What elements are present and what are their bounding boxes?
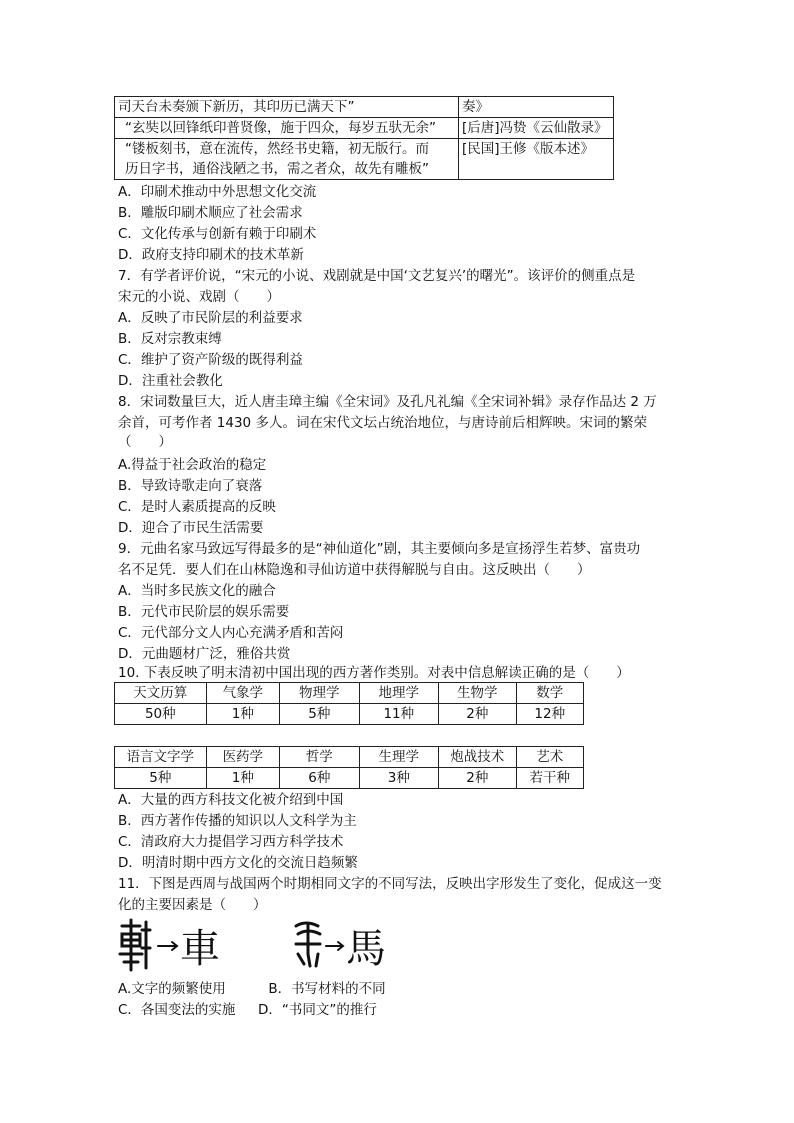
table-cell-quote: “玄奘以回锋纸印普贤像，施于四众，每岁五驮无余” (115, 118, 459, 139)
table-cell: 若干种 (516, 768, 583, 789)
table-cell: 2种 (439, 768, 516, 789)
table-header-cell: 天文历算 (115, 683, 207, 704)
q8-option-c: C．是时人素质提高的反映 (118, 499, 276, 515)
works-table-2 (114, 746, 584, 789)
q6-option-c: C．文化传承与创新有赖于印刷术 (118, 226, 317, 242)
table-header-row (115, 683, 584, 704)
q6-option-a: A．印刷术推动中外思想文化交流 (118, 184, 317, 200)
q11-option-c: C．各国变法的实施 (118, 1002, 236, 1018)
q7-option-d: D．注重社会教化 (118, 373, 223, 389)
table-header-cell: 地理学 (359, 683, 439, 704)
q9-option-a: A．当时多民族文化的融合 (118, 583, 276, 599)
table-row (115, 704, 584, 725)
q11-stem-line: 化的主要因素是（ ） (118, 897, 267, 913)
quote-line: “镂板刻书，意在流传，然经书史籍，初无版行。而 (125, 141, 429, 157)
table-header-cell: 生理学 (359, 747, 439, 768)
table-cell: 2种 (439, 704, 516, 725)
q6-option-b: B．雕版印刷术顺应了社会需求 (118, 205, 303, 221)
table-cell: 6种 (280, 768, 360, 789)
q7-option-a: A．反映了市民阶层的利益要求 (118, 310, 303, 326)
table-cell-quote: 司天台未奏颁下新历，其印历已满天下” (115, 97, 459, 118)
table-cell-source: [民国]王修《版本述》 (459, 139, 614, 180)
q10-option-d: D．明清时期中西方文化的交流日趋频繁 (118, 855, 358, 871)
q11-stem-line: 11．下图是西周与战国两个时期相同文字的不同写法，反映出字形发生了变化，促成这一变 (118, 876, 662, 892)
seal-script-horse-figure (292, 918, 402, 973)
q10-stem: 10. 下表反映了明末清初中国出现的西方著作类别。对表中信息解读正确的是（ ） (118, 665, 630, 681)
seal-char-horse: 馬 (346, 926, 386, 972)
table-row (115, 118, 614, 139)
q8-stem-line: 8．宋词数量巨大，近人唐圭璋主编《全宋词》及孔凡礼编《全宋词补辑》录存作品达 2 万 (118, 394, 657, 410)
seal-char-chariot: 車 (180, 926, 220, 972)
q9-stem-line: 9．元曲名家马致远写得最多的是“神仙道化”剧，其主要倾向多是宣扬浮生若梦、富贵功 (118, 541, 641, 557)
q8-option-b: B．导致诗歌走向了衰落 (118, 478, 263, 494)
q8-option-d: D．迎合了市民生活需要 (118, 520, 264, 536)
table-cell-source: 奏》 (459, 97, 614, 118)
table-cell: 5种 (280, 704, 360, 725)
table-header-cell: 物理学 (280, 683, 360, 704)
q10-option-b: B．西方著作传播的知识以人文科学为主 (118, 813, 357, 829)
q10-option-c: C．清政府大力提倡学习西方科学技术 (118, 834, 344, 850)
table-cell: 12种 (516, 704, 583, 725)
q7-option-c: C．维护了资产阶级的既得利益 (118, 352, 303, 368)
table-row (115, 139, 614, 180)
q11-option-b: B．书写材料的不同 (268, 981, 386, 997)
table-cell: 5种 (115, 768, 207, 789)
source-table (114, 96, 614, 180)
seal-script-chariot-figure (118, 918, 228, 973)
table-header-cell: 气象学 (206, 683, 279, 704)
table-header-cell: 数学 (516, 683, 583, 704)
q7-stem-line: 7．有学者评价说，“宋元的小说、戏剧就是中国‘文艺复兴’的曙光”。该评价的侧重点是 (118, 268, 636, 284)
q7-option-b: B．反对宗教束缚 (118, 331, 222, 347)
table-cell-quote (115, 139, 459, 180)
table-row (115, 97, 614, 118)
table-row (115, 768, 584, 789)
q9-option-d: D．元曲题材广泛，雅俗共赏 (118, 646, 291, 662)
table-header-cell: 艺术 (516, 747, 583, 768)
q11-options-row (118, 979, 386, 1000)
table-header-cell: 炮战技术 (439, 747, 516, 768)
table-header-cell: 语言文字学 (115, 747, 207, 768)
table-cell: 1种 (206, 768, 279, 789)
q11-options-row (118, 1000, 377, 1021)
q9-stem-line: 名不足凭．要人们在山林隐逸和寻仙访道中获得解脱与自由。这反映出（ ） (118, 562, 591, 578)
table-cell: 50种 (115, 704, 207, 725)
q9-option-b: B．元代市民阶层的娱乐需要 (118, 604, 290, 620)
q6-option-d: D．政府支持印刷术的技术革新 (118, 247, 304, 263)
table-header-cell: 哲学 (280, 747, 360, 768)
q8-stem-line: 余首，可考作者 1430 多人。词在宋代文坛占统治地位，与唐诗前后相辉映。宋词的繁荣 (118, 415, 647, 431)
table-header-row (115, 747, 584, 768)
works-table-1 (114, 682, 584, 725)
seal-script-chariot-image (118, 918, 228, 973)
q7-stem-line: 宋元的小说、戏剧（ ） (118, 289, 280, 305)
seal-script-horse-image (292, 918, 402, 973)
table-header-cell: 生物学 (439, 683, 516, 704)
q9-option-c: C．元代部分文人内心充满矛盾和苦闷 (118, 625, 344, 641)
q11-option-d: D．“书同文”的推行 (258, 1002, 377, 1018)
q8-stem-line: （ ） (118, 434, 172, 450)
table-cell-source: [后唐]冯贽《云仙散录》 (459, 118, 614, 139)
table-cell: 3种 (359, 768, 439, 789)
q11-option-a: A.文字的频繁使用 (118, 981, 226, 997)
q8-option-a: A.得益于社会政治的稳定 (118, 457, 267, 473)
q10-option-a: A．大量的西方科技文化被介绍到中国 (118, 792, 344, 808)
table-header-cell: 医药学 (206, 747, 279, 768)
table-cell: 11种 (359, 704, 439, 725)
table-cell: 1种 (206, 704, 279, 725)
quote-line: 历日字书，通俗浅陋之书，需之者众，故先有雕板” (125, 161, 429, 177)
